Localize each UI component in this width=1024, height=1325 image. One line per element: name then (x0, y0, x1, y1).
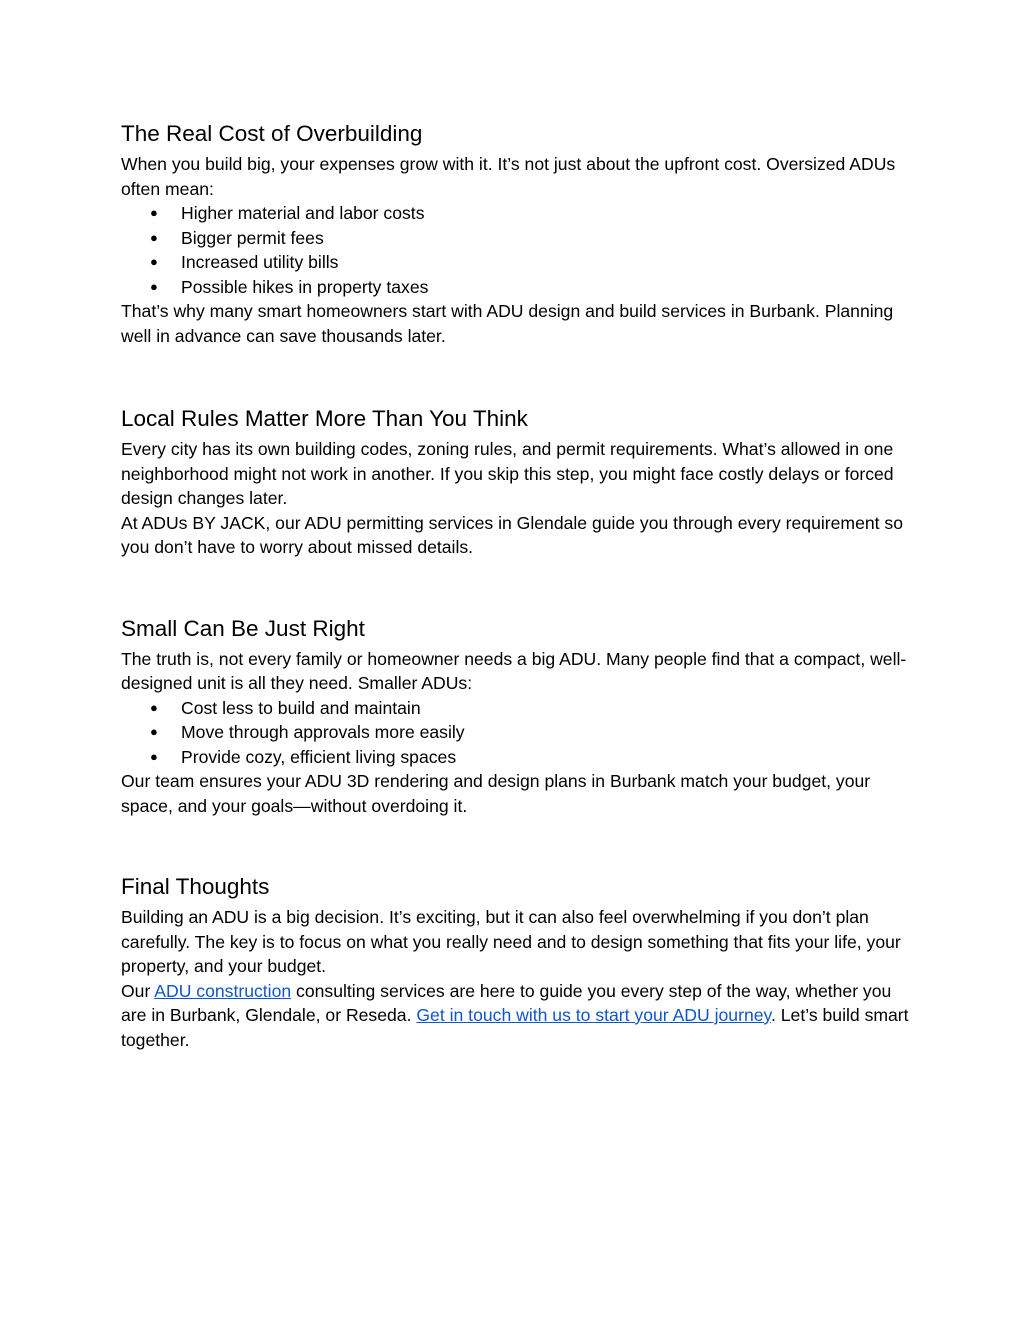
section-heading: Small Can Be Just Right (121, 615, 365, 641)
section-paragraph-with-links (121, 979, 911, 1053)
section-outro: Our team ensures your ADU 3D rendering and design plans in Burbank match your budget, your space, and your goals—without overdoing it. (121, 771, 871, 816)
section-heading: The Real Cost of Overbuilding (121, 121, 423, 146)
section-gap (121, 560, 911, 613)
section-intro: The truth is, not every family or homeowner needs a big ADU. Many people find that a compact, well-designed unit is all they need. Smaller ADUs: (121, 648, 907, 693)
list-item (121, 275, 911, 300)
list-item (121, 250, 911, 275)
bullet-icon: ● (150, 699, 158, 715)
section-paragraph: At ADUs BY JACK, our ADU permitting services in Glendale guide you through every requirement so you don’t have to worry about missed details. (121, 512, 903, 557)
list-item-text: Provide cozy, efficient living spaces (181, 746, 457, 767)
list-item-text: Possible hikes in property taxes (181, 276, 429, 297)
section-real-cost (121, 118, 911, 348)
bullet-list (121, 696, 911, 770)
list-item (121, 226, 911, 251)
bullet-icon: ● (150, 229, 158, 245)
section-heading: Final Thoughts (121, 874, 270, 899)
list-item-text: Higher material and labor costs (181, 203, 425, 223)
section-final-thoughts (121, 871, 911, 1052)
section-small-right (121, 613, 911, 819)
list-item-text: Bigger permit fees (181, 227, 324, 248)
list-item (121, 745, 911, 770)
section-gap (121, 348, 911, 403)
list-item (121, 696, 911, 721)
section-heading: Local Rules Matter More Than You Think (121, 406, 528, 431)
bullet-icon: ● (150, 254, 158, 269)
list-item-text: Cost less to build and maintain (181, 697, 421, 718)
section-intro: When you build big, your expenses grow with it. It’s not just about the upfront cost. Oversized ADUs often mean: (121, 154, 896, 199)
adu-construction-link[interactable]: ADU construction (154, 980, 292, 1001)
section-outro: That’s why many smart homeowners start with ADU design and build services in Burbank. Planning well in advance can save thousands later. (121, 301, 894, 346)
section-paragraph: Building an ADU is a big decision. It’s exciting, but it can also feel overwhelming if you don’t plan carefully. The key is to focus on what you really need and to design something that fits your life, your property, and your budget. (121, 907, 901, 976)
bullet-list (121, 201, 911, 299)
document-page (121, 118, 911, 1052)
contact-link[interactable]: Get in touch with us to start your ADU journey (416, 1005, 771, 1025)
paragraph-text: Our (121, 980, 155, 1001)
section-gap (121, 818, 911, 871)
paragraph-text: consulting services are here to guide you every step of the way, whether you are in Burbank, Glendale, or Reseda. (121, 980, 892, 1025)
list-item (121, 720, 911, 745)
section-local-rules (121, 403, 911, 560)
paragraph-text: . Let’s build smart together. (121, 1005, 909, 1050)
list-item (121, 201, 911, 226)
bullet-icon: ● (150, 748, 158, 764)
list-item-text: Move through approvals more easily (181, 722, 465, 742)
bullet-icon: ● (150, 278, 158, 294)
section-paragraph: Every city has its own building codes, zoning rules, and permit requirements. What’s allowed in one neighborhood might not work in another. If you skip this step, you might face costly delays or forced design changes later. (121, 439, 894, 508)
bullet-icon: ● (150, 724, 158, 739)
list-item-text: Increased utility bills (181, 252, 339, 272)
bullet-icon: ● (150, 205, 158, 220)
